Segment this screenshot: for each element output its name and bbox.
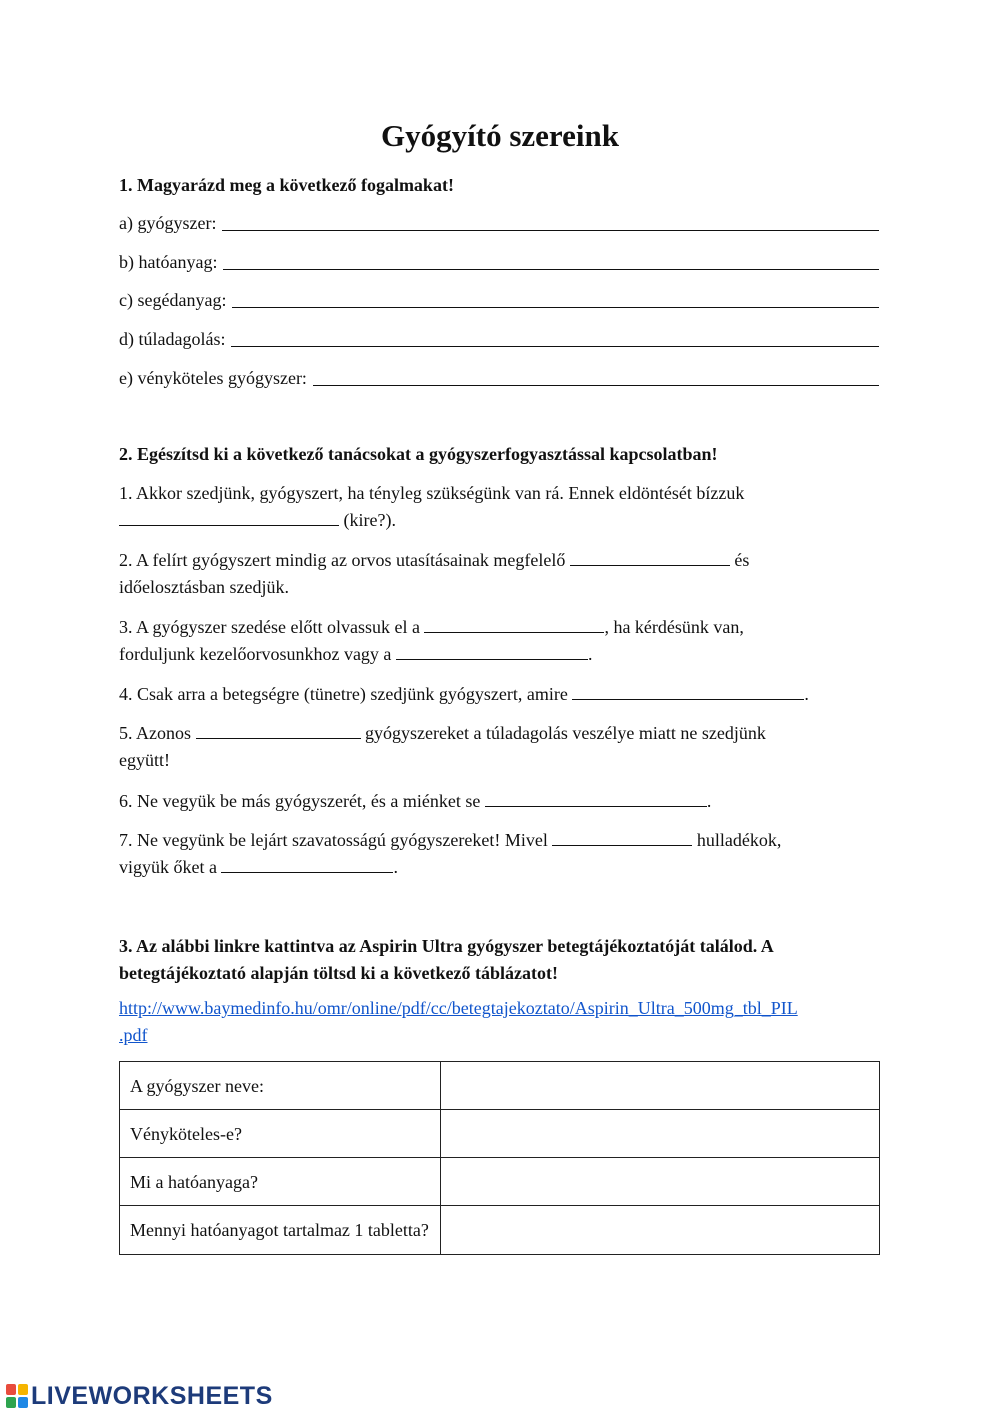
advice-text: 2. A felírt gyógyszert mindig az orvos utasításainak megfelelő (119, 550, 566, 570)
advice-text: . (804, 684, 809, 704)
advice-text: 3. A gyógyszer szedése előtt olvassuk el a (119, 617, 420, 637)
advice-1-line1 (119, 480, 881, 507)
advice-text: vigyük őket a (119, 857, 217, 877)
advice-5-line1 (119, 720, 881, 747)
advice-5-line2 (119, 747, 881, 774)
table-answer-cell[interactable] (441, 1206, 880, 1255)
advice-4-line1 (119, 681, 881, 708)
advice-text: 5. Azonos (119, 723, 191, 743)
answer-blank[interactable] (232, 306, 879, 308)
advice-2-line1 (119, 547, 881, 574)
section1-heading: 1. Magyarázd meg a következő fogalmakat! (119, 175, 454, 195)
advice-text: hulladékok, (696, 830, 782, 850)
answer-blank[interactable] (231, 345, 879, 347)
table-answer-cell[interactable] (441, 1062, 880, 1110)
definition-label: a) gyógyszer: (119, 213, 217, 233)
advice-text: (kire?). (343, 510, 396, 530)
advice-text: 4. Csak arra a betegségre (tünetre) szedjünk gyógyszert, amire (119, 684, 568, 704)
table-row (120, 1206, 880, 1255)
section2-heading: 2. Egészítsd ki a következő tanácsokat a gyógyszerfogyasztással kapcsolatban! (119, 444, 718, 464)
advice-text: . (587, 644, 593, 664)
advice-7-line2 (119, 854, 881, 881)
answer-blank[interactable] (570, 564, 730, 566)
definition-row-e (119, 365, 879, 392)
definition-label: b) hatóanyag: (119, 252, 218, 272)
advice-text: . (706, 791, 712, 811)
answer-blank[interactable] (396, 658, 588, 660)
answer-blank[interactable] (485, 805, 707, 807)
definition-row-b (119, 249, 879, 276)
table-question: Mi a hatóanyaga? (120, 1158, 441, 1206)
answer-blank[interactable] (222, 229, 879, 231)
advice-3-line1 (119, 614, 881, 641)
advice-text: 7. Ne vegyünk be lejárt szavatosságú gyógyszereket! Mivel (119, 830, 548, 850)
table-answer-cell[interactable] (441, 1158, 880, 1206)
liveworksheets-logo (6, 1382, 273, 1410)
page-title: Gyógyító szereink (381, 118, 619, 153)
table-question: Vényköteles-e? (120, 1110, 441, 1158)
aspirin-leaflet-link[interactable] (119, 995, 881, 1049)
advice-text: és (734, 550, 750, 570)
logo-square (18, 1384, 28, 1395)
answer-blank[interactable] (552, 844, 692, 846)
advice-text: forduljunk kezelőorvosunkhoz vagy a (119, 644, 392, 664)
logo-square (18, 1397, 28, 1408)
answer-blank[interactable] (196, 737, 361, 739)
advice-6-line1 (119, 788, 881, 815)
table-row (120, 1158, 880, 1206)
logo-square (6, 1384, 16, 1395)
advice-text: . (393, 857, 398, 877)
answer-blank[interactable] (119, 524, 339, 526)
table-row (120, 1110, 880, 1158)
definition-row-a (119, 210, 879, 237)
advice-2-line2 (119, 574, 881, 601)
table-question: A gyógyszer neve: (120, 1062, 441, 1110)
advice-text: időelosztásban szedjük. (119, 577, 289, 597)
answer-blank[interactable] (572, 698, 804, 700)
definition-label: c) segédanyag: (119, 290, 227, 310)
definition-label: d) túladagolás: (119, 329, 226, 349)
answer-blank[interactable] (424, 631, 604, 633)
advice-3-line2 (119, 641, 881, 668)
advice-text: 6. Ne vegyük be más gyógyszerét, és a miénket se (119, 791, 481, 811)
advice-text: gyógyszereket a túladagolás veszélye miatt ne szedjünk (365, 723, 766, 743)
advice-text: együtt! (119, 750, 170, 770)
advice-7-line1 (119, 827, 881, 854)
logo-grid-icon (6, 1384, 28, 1408)
definition-label: e) vényköteles gyógyszer: (119, 368, 307, 388)
answer-blank[interactable] (223, 268, 879, 270)
logo-square (6, 1397, 16, 1408)
advice-text: , ha kérdésünk van, (604, 617, 744, 637)
table-question: Mennyi hatóanyagot tartalmaz 1 tabletta? (120, 1206, 441, 1255)
advice-text: 1. Akkor szedjünk, gyógyszert, ha tényleg szükségünk van rá. Ennek eldöntését bízzuk (119, 483, 745, 503)
definition-row-c (119, 287, 879, 314)
table-answer-cell[interactable] (441, 1110, 880, 1158)
link-text[interactable]: http://www.baymedinfo.hu/omr/online/pdf/cc/betegtajekoztato/Aspirin_Ultra_500mg_tbl_PIL (119, 998, 798, 1018)
logo-text: LIVEWORKSHEETS (31, 1381, 273, 1410)
link-text[interactable]: .pdf (119, 1025, 148, 1045)
answer-blank[interactable] (221, 871, 393, 873)
section3-heading: 3. Az alábbi linkre kattintva az Aspirin Ultra gyógyszer betegtájékoztatóját találod. A betegtájékoztató alapján töltsd ki a következő táblázatot! (119, 936, 773, 983)
advice-1-line2 (119, 507, 881, 534)
table-row (120, 1062, 880, 1110)
aspirin-info-table (119, 1061, 880, 1255)
definition-row-d (119, 326, 879, 353)
answer-blank[interactable] (313, 384, 879, 386)
